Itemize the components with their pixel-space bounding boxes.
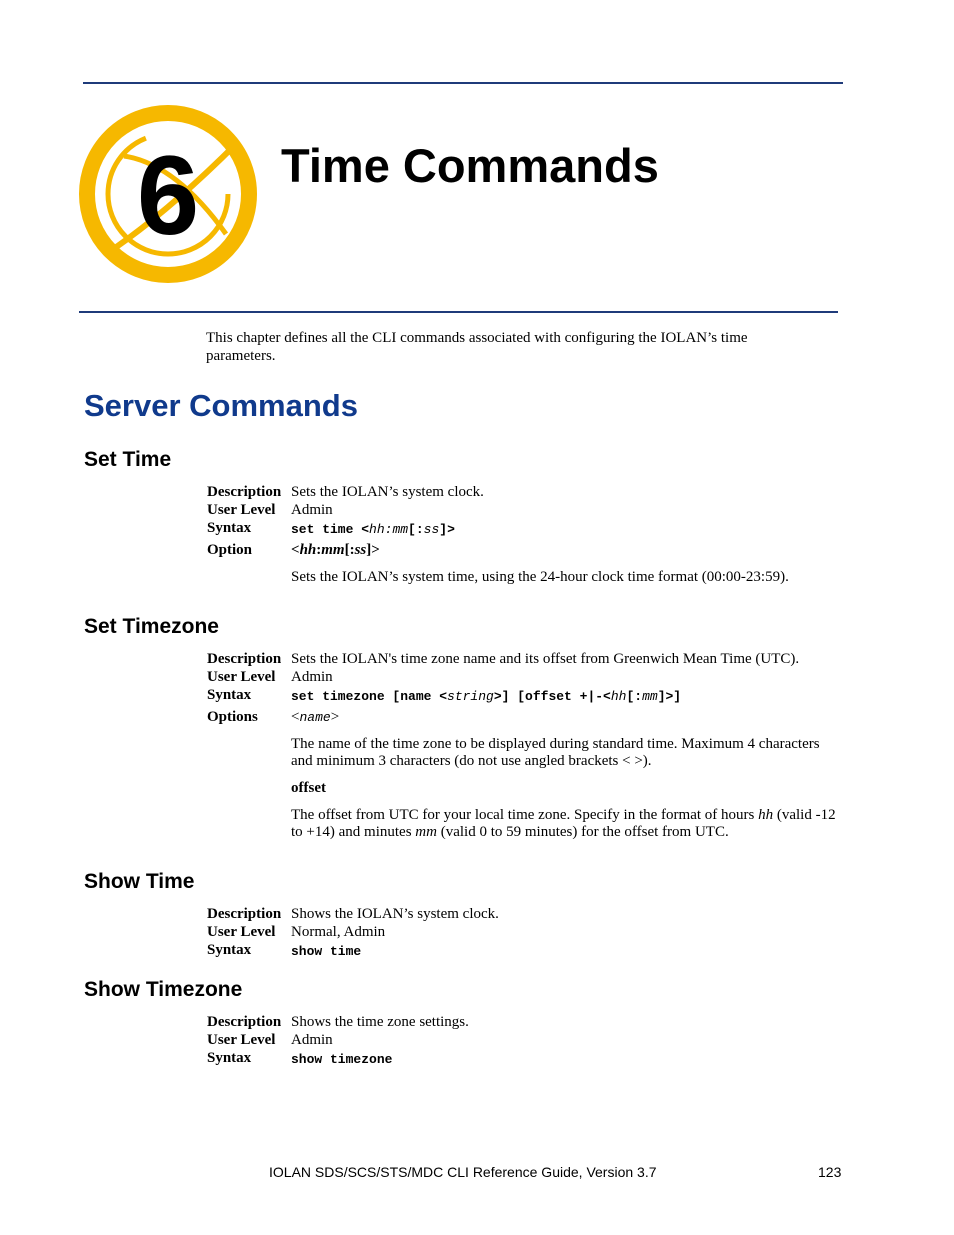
show-timezone-description: Shows the time zone settings. [291, 1014, 469, 1030]
syntax-part: >] [offset +|-< [493, 689, 611, 704]
set-timezone-heading: Set Timezone [84, 615, 219, 638]
offset-param: mm [415, 824, 437, 840]
show-time-syntax: show time [291, 944, 362, 959]
syntax-param: ss [423, 522, 440, 537]
show-timezone-heading: Show Timezone [84, 978, 243, 1001]
show-time-syntax-label: Syntax [207, 942, 252, 958]
set-timezone-description: Sets the IOLAN's time zone name and its offset from Greenwich Mean Time (UTC). [291, 651, 800, 667]
option-param: mm [321, 542, 345, 558]
option-param: ss [354, 542, 367, 558]
syntax-part: : [384, 522, 393, 537]
footer-page-number: 123 [818, 1164, 842, 1180]
show-timezone-description-label: Description [207, 1014, 282, 1030]
option-part: > [330, 709, 340, 725]
show-timezone-user-level: Admin [291, 1032, 333, 1048]
set-timezone-description-label: Description [207, 651, 282, 667]
set-time-heading: Set Time [84, 448, 172, 471]
set-timezone-syntax-label: Syntax [207, 687, 252, 703]
syntax-part: set timezone [name < [291, 689, 448, 704]
show-time-user-level: Normal, Admin [291, 924, 386, 940]
set-time-syntax-label: Syntax [207, 520, 252, 536]
syntax-param: hh [610, 689, 627, 704]
syntax-param: string [447, 689, 494, 704]
section-title: Server Commands [84, 388, 358, 423]
set-time-user-level-label: User Level [207, 502, 276, 518]
syntax-part: ]>] [657, 689, 682, 704]
set-time-option-description: Sets the IOLAN’s system time, using the 24-hour clock time format (00:00-23:59). [291, 569, 789, 585]
set-time-description-label: Description [207, 484, 282, 500]
syntax-part: [: [626, 689, 643, 704]
syntax-part: [: [408, 522, 424, 537]
option-param: name [299, 710, 331, 725]
set-time-option-label: Option [207, 542, 253, 558]
option-part: < [291, 709, 300, 725]
offset-text: (valid 0 to 59 minutes) for the offset from UTC. [436, 824, 729, 840]
intro-paragraph: This chapter defines all the CLI commands associated with configuring the IOLAN’s time parameters. [206, 330, 748, 364]
set-timezone-syntax [291, 689, 681, 704]
syntax-param: mm [642, 689, 658, 704]
chapter-title: Time Commands [281, 139, 659, 192]
show-timezone-user-level-label: User Level [207, 1032, 276, 1048]
set-time-user-level: Admin [291, 502, 333, 518]
offset-text: (valid -12 to +14) and minutes [291, 807, 836, 840]
top-rule [83, 82, 843, 84]
set-time-option [291, 542, 380, 559]
set-timezone-name-description: The name of the time zone to be displayed during standard time. Maximum 4 characters and minimum 3 characters (do not use angled brackets < >). [291, 736, 820, 769]
syntax-param: mm [392, 522, 409, 537]
option-part: ]> [366, 542, 380, 558]
set-timezone-offset-description [291, 807, 843, 841]
offset-text: The offset from UTC for your local time zone. Specify in the format of hours [291, 807, 759, 823]
option-part: : [316, 542, 322, 558]
set-timezone-user-level-label: User Level [207, 669, 276, 685]
syntax-param: hh [369, 522, 385, 537]
syntax-part: ]> [439, 522, 455, 537]
chapter-logo-icon [76, 104, 260, 286]
set-timezone-option-name [291, 709, 339, 726]
bottom-header-rule [79, 311, 838, 313]
show-timezone-syntax: show timezone [291, 1052, 393, 1067]
set-timezone-options-label: Options [207, 709, 258, 725]
set-timezone-user-level: Admin [291, 669, 333, 685]
option-part: [: [344, 542, 355, 558]
show-timezone-syntax-label: Syntax [207, 1050, 252, 1066]
set-time-syntax [291, 522, 455, 537]
show-time-description-label: Description [207, 906, 282, 922]
show-time-description: Shows the IOLAN’s system clock. [291, 906, 499, 922]
chapter-number: 6 [136, 133, 200, 258]
set-timezone-offset-label: offset [291, 780, 326, 796]
option-part: < [291, 542, 300, 558]
show-time-user-level-label: User Level [207, 924, 276, 940]
set-time-description: Sets the IOLAN’s system clock. [291, 484, 484, 500]
option-param: hh [299, 542, 317, 558]
offset-param: hh [758, 807, 774, 823]
syntax-part: set time < [291, 522, 370, 537]
show-time-heading: Show Time [84, 870, 195, 893]
footer-guide-title: IOLAN SDS/SCS/STS/MDC CLI Reference Guide, Version 3.7 [269, 1164, 657, 1180]
